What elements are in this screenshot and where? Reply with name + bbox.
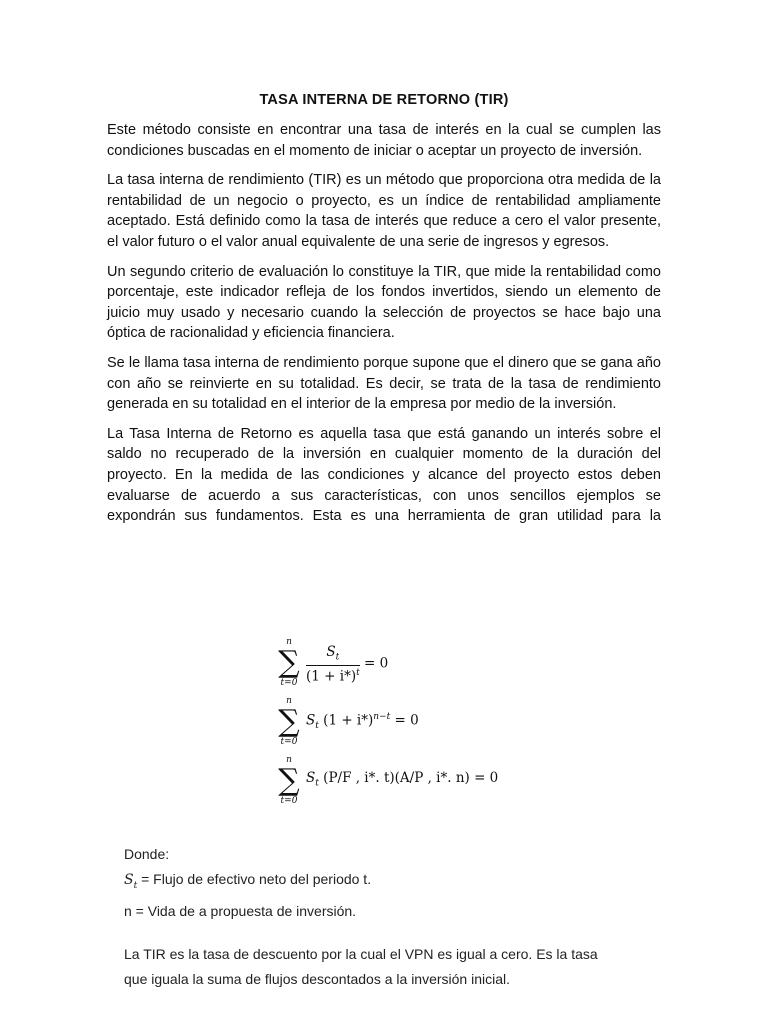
formula-2-expression: $S_t$ $(1 + i*)^{n-t} = 0$ bbox=[306, 712, 419, 732]
formula-block bbox=[276, 638, 516, 815]
formula-3 bbox=[276, 756, 516, 815]
st-definition: $S_t$ = Flujo de efectivo neto del periodo t. bbox=[124, 871, 372, 891]
closing-line-1: La TIR es la tasa de descuento por la cual el VPN es igual a cero. Es la tasa bbox=[124, 945, 598, 962]
paragraph-2: La tasa interna de rendimiento (TIR) es un método que proporciona otra medida de la rentabilidad de un negocio o proyecto, es un índice de rentabilidad ampliamente aceptado. Está definido como la tasa de interés que reduce a cero el valor presente, el valor futuro o el valor anual equivalente de una serie de ingresos y egresos. bbox=[107, 172, 661, 250]
formula-3-expression: $S_t$ (P/F , i*. t)(A/P , i*. n) = 0 bbox=[306, 770, 499, 789]
paragraph-4: Se le llama tasa interna de rendimiento porque supone que el dinero que se gana año con año se reinvierte en su totalidad. Es decir, se trata de la tasa de rendimiento generada en su totalidad en el interior de la empresa por medio de la inversión. bbox=[107, 354, 661, 413]
notes-block bbox=[124, 842, 664, 992]
donde-label: Donde: bbox=[124, 846, 170, 862]
document-title: TASA INTERNA DE RETORNO (TIR) bbox=[259, 92, 509, 108]
formula-1-expression: $\frac{S_t}{(1 + i*)^t}$ = 0 bbox=[306, 644, 389, 685]
n-definition: n = Vida de a propuesta de inversión. bbox=[124, 902, 357, 919]
body-text bbox=[107, 120, 661, 536]
formula-1 bbox=[276, 638, 516, 697]
summation-symbol: n ∑ t=0 bbox=[278, 637, 300, 688]
summation-symbol: n ∑ t=0 bbox=[278, 696, 300, 747]
formula-2 bbox=[276, 697, 516, 756]
closing-line-2: que iguala la suma de flujos descontados a la inversión inicial. bbox=[124, 970, 511, 987]
fraction: $\frac{S_t}{(1 + i*)^t}$ bbox=[306, 644, 360, 685]
paragraph-3: Un segundo criterio de evaluación lo constituye la TIR, que mide la rentabilidad como porcentaje, este indicador refleja de los fondos invertidos, siendo un elemento de juicio muy usado y necesario cuando la selección de proyectos se hace bajo una óptica de racionalidad y eficiencia financiera. bbox=[107, 263, 661, 342]
paragraph-1: Este método consiste en encontrar una tasa de interés en la cual se cumplen las condiciones buscadas en el momento de iniciar o aceptar un proyecto de inversión. bbox=[107, 122, 661, 159]
paragraph-5: La Tasa Interna de Retorno es aquella tasa que está ganando un interés sobre el saldo no recuperado de la inversión en cualquier momento de la duración del proyecto. En la medida de las condiciones y alcance del proyecto estos deben evaluarse de acuerdo a sus características, con unos sencillos ejemplos se expondrán sus fundamentos. Esta es una herramienta de gran utilidad para la bbox=[107, 425, 661, 525]
summation-symbol: n ∑ t=0 bbox=[278, 755, 300, 806]
